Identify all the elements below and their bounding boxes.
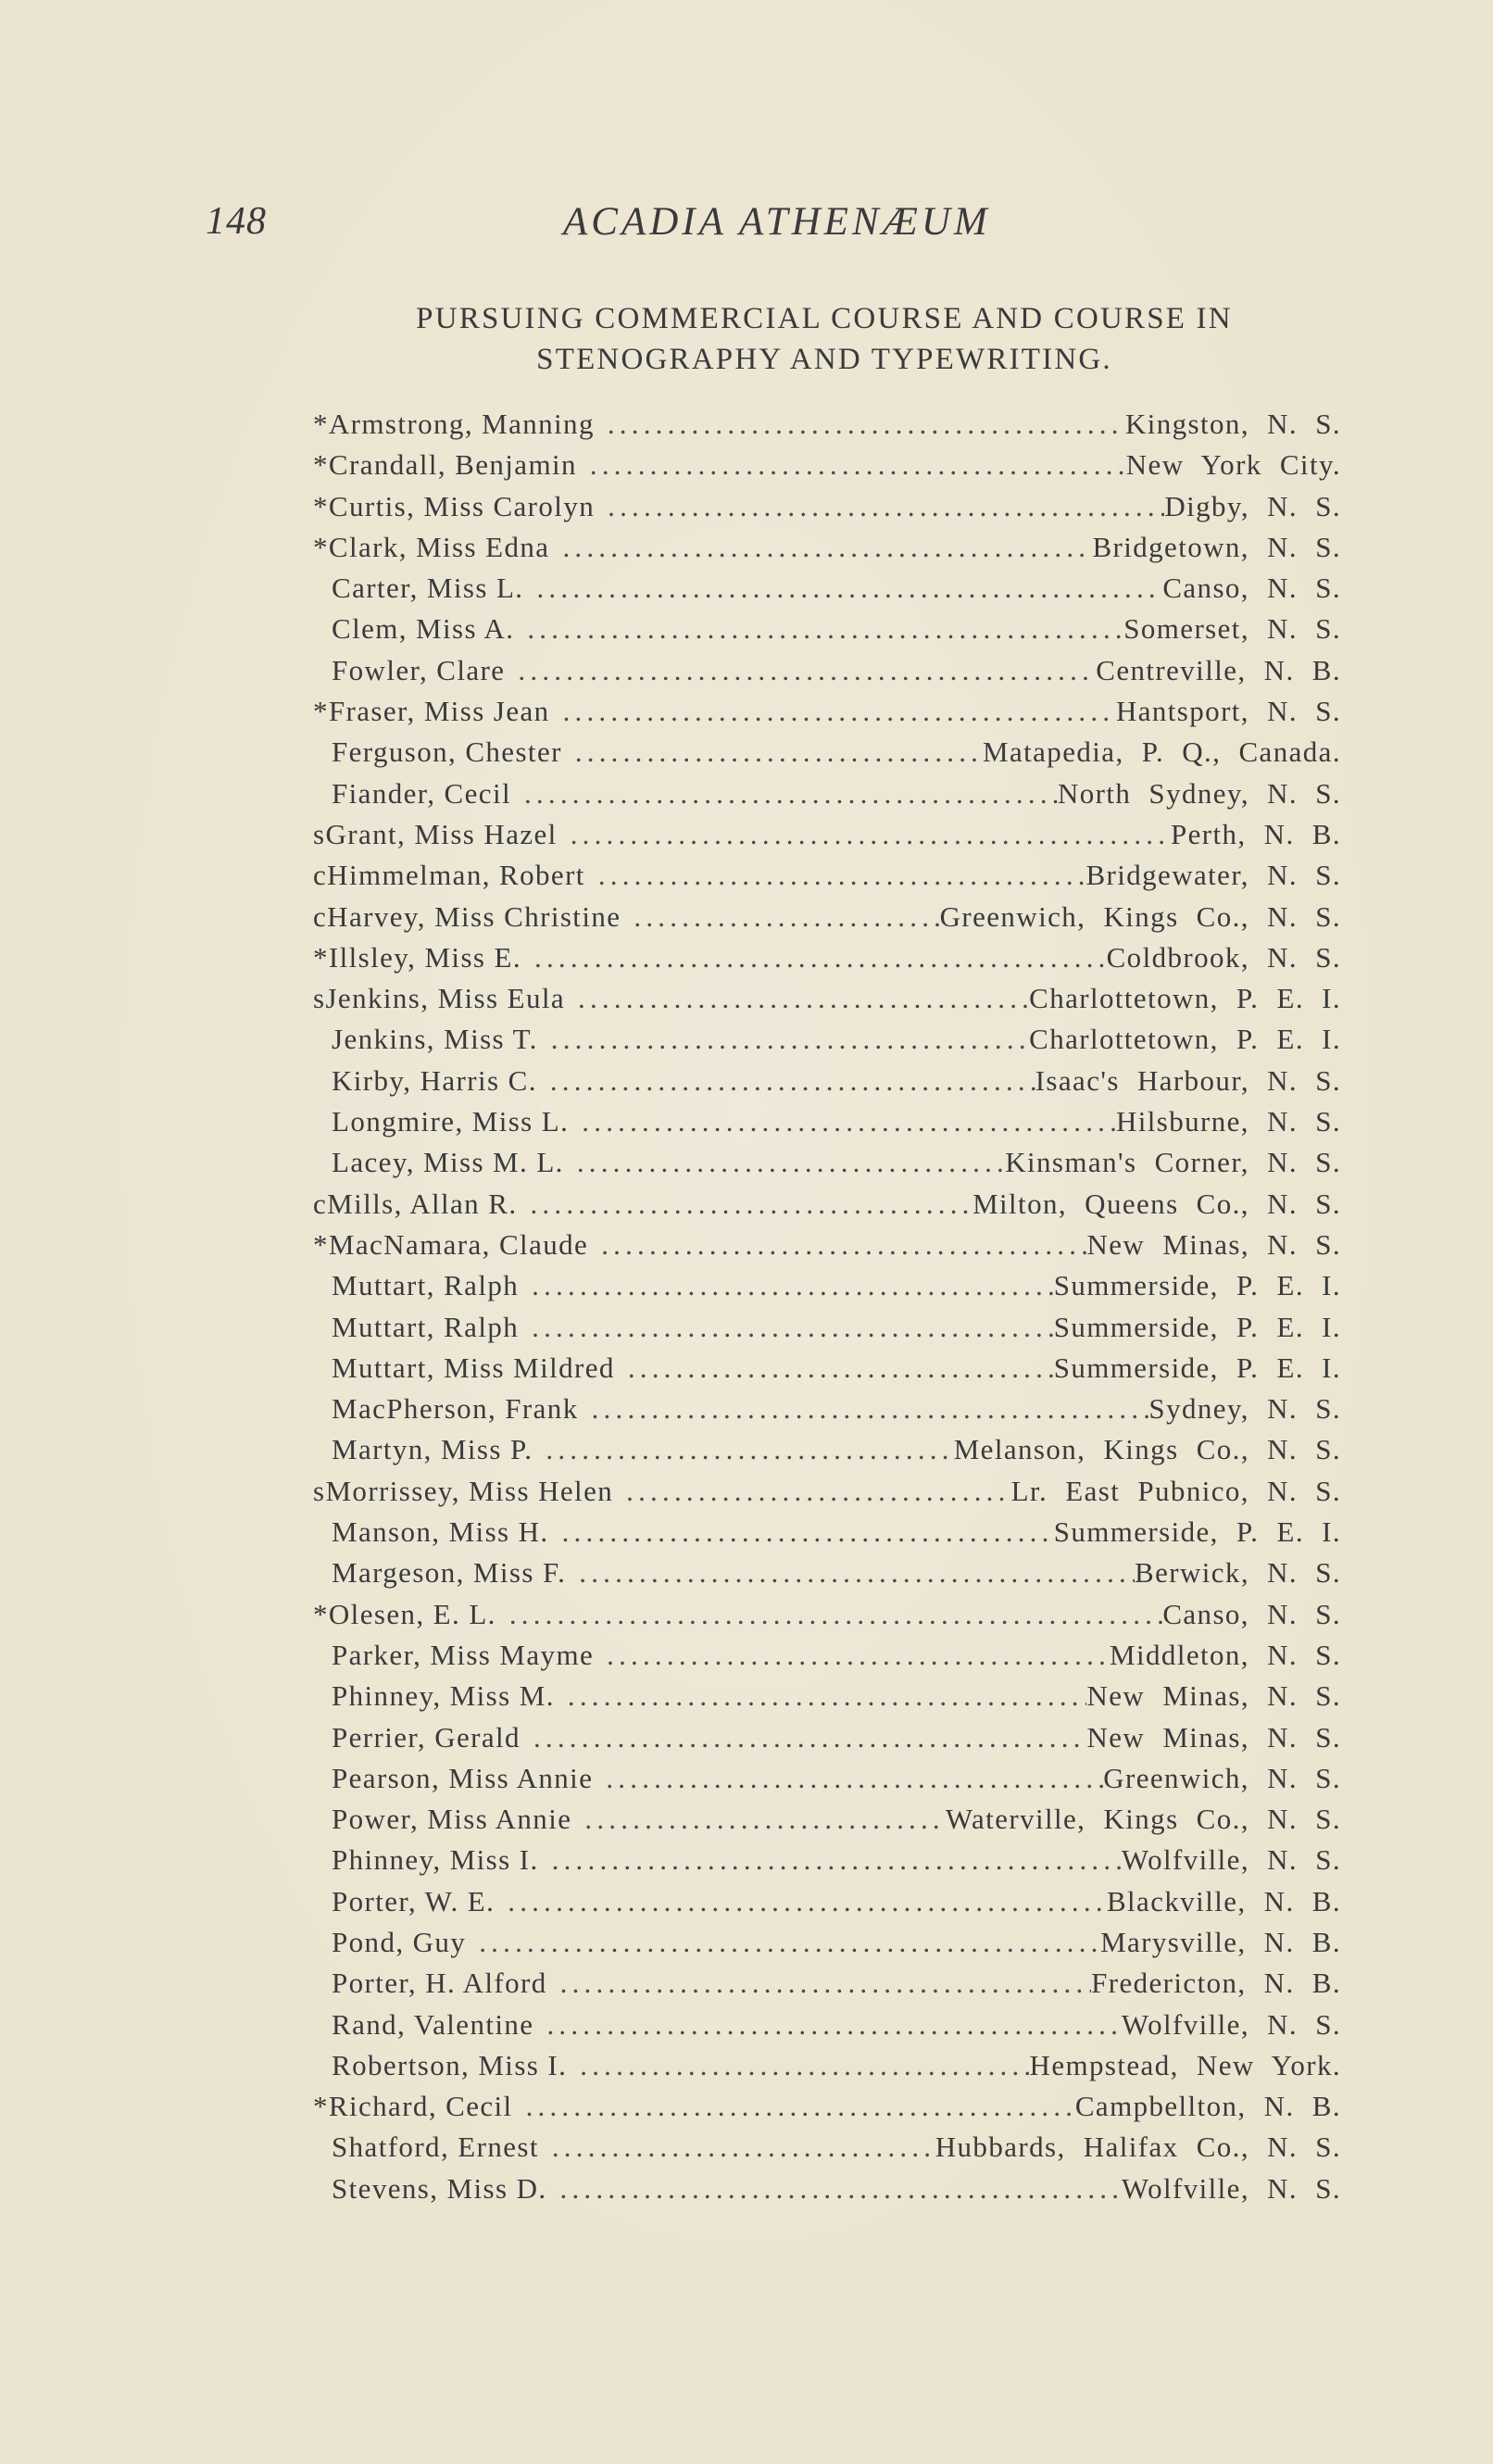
section-heading-line-1: PURSUING COMMERCIAL COURSE AND COURSE IN xyxy=(416,302,1233,335)
dot-leader xyxy=(550,1064,1035,1098)
list-item xyxy=(313,1475,1341,1515)
list-item xyxy=(313,1188,1341,1228)
section-heading-line-2: STENOGRAPHY AND TYPEWRITING. xyxy=(536,343,1112,376)
student-hometown: Canso, N. S. xyxy=(1162,572,1341,605)
student-hometown: Bridgetown, N. S. xyxy=(1092,530,1341,563)
dot-leader xyxy=(592,1392,1149,1426)
student-name: Pond, Guy xyxy=(332,1925,467,1958)
list-item xyxy=(313,982,1341,1023)
list-item xyxy=(313,572,1341,612)
dot-leader xyxy=(524,777,1058,811)
student-list xyxy=(313,408,1341,2213)
dot-leader xyxy=(575,735,983,769)
student-hometown: Kinsman's Corner, N. S. xyxy=(1005,1146,1341,1179)
student-name: Porter, H. Alford xyxy=(332,1967,547,2000)
dot-leader xyxy=(584,1803,945,1836)
student-name: Shatford, Ernest xyxy=(332,2131,539,2164)
student-name: Rand, Valentine xyxy=(332,2007,534,2041)
student-hometown: Waterville, Kings Co., N. S. xyxy=(945,1803,1341,1836)
list-item xyxy=(313,1803,1341,1843)
student-name: *Curtis, Miss Carolyn xyxy=(313,489,596,522)
student-hometown: Blackville, N. B. xyxy=(1106,1884,1341,1917)
student-name: *MacNamara, Claude xyxy=(313,1227,589,1261)
dot-leader xyxy=(571,818,1171,851)
dot-leader xyxy=(579,1556,1135,1590)
student-name: *Richard, Cecil xyxy=(313,2090,513,2123)
student-hometown: Wolfville, N. S. xyxy=(1121,1843,1341,1877)
student-name: Ferguson, Chester xyxy=(332,735,562,769)
student-hometown: Somerset, N. S. xyxy=(1123,612,1341,646)
student-hometown: Canso, N. S. xyxy=(1162,1597,1341,1630)
list-item xyxy=(313,818,1341,859)
student-name: Lacey, Miss M. L. xyxy=(332,1146,564,1179)
student-hometown: Bridgewater, N. S. xyxy=(1085,859,1341,892)
list-item xyxy=(313,1843,1341,1884)
student-name: cHarvey, Miss Christine xyxy=(313,899,621,933)
dot-leader xyxy=(534,941,1107,974)
student-hometown: Milton, Queens Co., N. S. xyxy=(972,1187,1341,1220)
student-hometown: Perth, N. B. xyxy=(1170,817,1341,850)
dot-leader xyxy=(533,1721,1086,1754)
dot-leader xyxy=(546,2008,1121,2042)
student-name: cMills, Allan R. xyxy=(313,1187,518,1220)
student-name: Fowler, Clare xyxy=(332,653,506,686)
student-hometown: Charlottetown, P. E. I. xyxy=(1029,982,1341,1015)
dot-leader xyxy=(601,1228,1086,1262)
student-name: Phinney, Miss M. xyxy=(332,1679,555,1713)
student-name: *Olesen, E. L. xyxy=(313,1597,496,1630)
student-hometown: Matapedia, P. Q., Canada. xyxy=(983,735,1341,769)
list-item xyxy=(313,941,1341,982)
dot-leader xyxy=(598,859,1086,892)
list-item xyxy=(313,408,1341,448)
student-name: cHimmelman, Robert xyxy=(313,859,585,892)
dot-leader xyxy=(560,2172,1122,2206)
student-name: Muttart, Ralph xyxy=(332,1269,520,1302)
list-item xyxy=(313,1392,1341,1433)
list-item xyxy=(313,1269,1341,1310)
student-name: *Illsley, Miss E. xyxy=(313,940,522,974)
student-hometown: Charlottetown, P. E. I. xyxy=(1029,1023,1341,1056)
dot-leader xyxy=(580,2049,1029,2082)
student-name: Kirby, Harris C. xyxy=(332,1063,537,1097)
list-item xyxy=(313,2090,1341,2131)
dot-leader xyxy=(608,490,1164,523)
page-number: 148 xyxy=(206,200,267,243)
student-hometown: New Minas, N. S. xyxy=(1086,1227,1341,1261)
student-hometown: Hantsport, N. S. xyxy=(1115,695,1341,728)
student-name: Jenkins, Miss T. xyxy=(332,1023,538,1056)
student-name: Martyn, Miss P. xyxy=(332,1433,533,1466)
dot-leader xyxy=(563,695,1116,728)
student-hometown: Summerside, P. E. I. xyxy=(1053,1310,1341,1343)
dot-leader xyxy=(628,1351,1054,1385)
student-name: Manson, Miss H. xyxy=(332,1515,549,1549)
dot-leader xyxy=(509,1598,1163,1631)
page-header xyxy=(206,199,1345,255)
list-item xyxy=(313,695,1341,735)
student-name: Muttart, Miss Mildred xyxy=(332,1351,615,1384)
dot-leader xyxy=(582,1105,1116,1138)
student-hometown: Middleton, N. S. xyxy=(1110,1638,1341,1671)
dot-leader xyxy=(536,572,1162,605)
student-hometown: Wolfville, N. S. xyxy=(1121,2007,1341,2041)
student-hometown: Greenwich, Kings Co., N. S. xyxy=(939,899,1341,933)
student-name: Stevens, Miss D. xyxy=(332,2171,547,2205)
student-hometown: Berwick, N. S. xyxy=(1135,1556,1341,1590)
student-hometown: Melanson, Kings Co., N. S. xyxy=(953,1433,1341,1466)
dot-leader xyxy=(590,448,1126,482)
list-item xyxy=(313,777,1341,818)
student-hometown: Centreville, N. B. xyxy=(1096,653,1341,686)
student-hometown: Hubbards, Halifax Co., N. S. xyxy=(935,2131,1341,2164)
dot-leader xyxy=(577,1146,1005,1179)
dot-leader xyxy=(626,1475,1010,1508)
list-item xyxy=(313,2131,1341,2171)
student-hometown: Marysville, N. B. xyxy=(1100,1925,1341,1958)
dot-leader xyxy=(551,1023,1029,1056)
student-hometown: North Sydney, N. S. xyxy=(1057,776,1341,810)
list-item xyxy=(313,2049,1341,2090)
dot-leader xyxy=(508,1885,1107,1918)
list-item xyxy=(313,1146,1341,1187)
list-item xyxy=(313,900,1341,941)
dot-leader xyxy=(530,1188,972,1221)
dot-leader xyxy=(562,1515,1054,1549)
list-item xyxy=(313,1926,1341,1967)
dot-leader xyxy=(546,1433,953,1466)
student-name: sMorrissey, Miss Helen xyxy=(313,1474,614,1507)
list-item xyxy=(313,1679,1341,1720)
student-name: *Armstrong, Manning xyxy=(313,408,595,440)
list-item xyxy=(313,654,1341,695)
student-name: sJenkins, Miss Eula xyxy=(313,982,566,1015)
student-name: *Crandall, Benjamin xyxy=(313,448,577,482)
student-hometown: New Minas, N. S. xyxy=(1086,1679,1341,1713)
list-item xyxy=(313,1598,1341,1639)
list-item xyxy=(313,1515,1341,1556)
list-item xyxy=(313,1105,1341,1146)
student-hometown: Hilsburne, N. S. xyxy=(1115,1105,1341,1138)
student-name: Carter, Miss L. xyxy=(332,572,524,605)
dot-leader xyxy=(518,654,1096,687)
list-item xyxy=(313,1064,1341,1105)
list-item xyxy=(313,1967,1341,2007)
student-name: *Clark, Miss Edna xyxy=(313,530,550,563)
dot-leader xyxy=(552,2131,935,2164)
dot-leader xyxy=(568,1679,1087,1713)
student-hometown: Lr. East Pubnico, N. S. xyxy=(1010,1474,1341,1507)
list-item xyxy=(313,2172,1341,2213)
student-hometown: Kingston, N. S. xyxy=(1124,408,1341,440)
dot-leader xyxy=(532,1269,1054,1302)
student-hometown: New York City. xyxy=(1125,448,1341,482)
dot-leader xyxy=(634,900,939,934)
list-item xyxy=(313,1639,1341,1679)
list-item xyxy=(313,531,1341,572)
student-name: Porter, W. E. xyxy=(332,1884,496,1917)
list-item xyxy=(313,1311,1341,1351)
student-name: Perrier, Gerald xyxy=(332,1720,521,1754)
student-hometown: Fredericton, N. B. xyxy=(1091,1967,1341,2000)
student-hometown: Summerside, P. E. I. xyxy=(1053,1515,1341,1549)
student-hometown: Isaac's Harbour, N. S. xyxy=(1035,1063,1341,1097)
student-hometown: Greenwich, N. S. xyxy=(1103,1761,1341,1794)
dot-leader xyxy=(552,1843,1122,1877)
list-item xyxy=(313,490,1341,531)
student-hometown: Campbellton, N. B. xyxy=(1074,2090,1341,2123)
student-name: Parker, Miss Mayme xyxy=(332,1638,595,1671)
student-hometown: New Minas, N. S. xyxy=(1086,1720,1341,1754)
list-item xyxy=(313,2008,1341,2049)
student-name: Margeson, Miss F. xyxy=(332,1556,567,1590)
list-item xyxy=(313,1885,1341,1926)
student-name: Longmire, Miss L. xyxy=(332,1105,570,1138)
student-name: sGrant, Miss Hazel xyxy=(313,817,558,850)
student-name: Fiander, Cecil xyxy=(332,776,511,810)
dot-leader xyxy=(562,531,1092,564)
student-name: Phinney, Miss I. xyxy=(332,1843,539,1877)
dot-leader xyxy=(608,408,1125,441)
dot-leader xyxy=(527,612,1123,646)
student-name: Power, Miss Annie xyxy=(332,1803,572,1836)
dot-leader xyxy=(532,1311,1054,1344)
student-name: Clem, Miss A. xyxy=(332,612,515,646)
dot-leader xyxy=(560,1967,1091,2000)
student-hometown: Wolfville, N. S. xyxy=(1121,2171,1341,2205)
student-name: MacPherson, Frank xyxy=(332,1392,579,1426)
list-item xyxy=(313,1762,1341,1803)
student-hometown: Sydney, N. S. xyxy=(1148,1392,1341,1426)
list-item xyxy=(313,1433,1341,1474)
student-name: Pearson, Miss Annie xyxy=(332,1761,594,1794)
dot-leader xyxy=(526,2090,1075,2123)
student-hometown: Coldbrook, N. S. xyxy=(1106,940,1341,974)
list-item xyxy=(313,735,1341,776)
student-hometown: Hempstead, New York. xyxy=(1029,2048,1341,2081)
list-item xyxy=(313,1721,1341,1762)
student-name: Robertson, Miss I. xyxy=(332,2048,568,2081)
list-item xyxy=(313,1023,1341,1063)
list-item xyxy=(313,612,1341,653)
section-heading xyxy=(296,298,1352,380)
student-name: *Fraser, Miss Jean xyxy=(313,695,550,728)
student-hometown: Summerside, P. E. I. xyxy=(1053,1269,1341,1302)
list-item xyxy=(313,1556,1341,1597)
student-hometown: Digby, N. S. xyxy=(1164,489,1341,522)
student-hometown: Summerside, P. E. I. xyxy=(1053,1351,1341,1384)
student-name: Muttart, Ralph xyxy=(332,1310,520,1343)
list-item xyxy=(313,1228,1341,1269)
dot-leader xyxy=(606,1762,1103,1795)
running-title: ACADIA ATHENÆUM xyxy=(563,200,991,244)
list-item xyxy=(313,448,1341,489)
dot-leader xyxy=(607,1639,1110,1672)
list-item xyxy=(313,859,1341,899)
list-item xyxy=(313,1351,1341,1392)
dot-leader xyxy=(479,1926,1100,1959)
dot-leader xyxy=(578,982,1029,1015)
